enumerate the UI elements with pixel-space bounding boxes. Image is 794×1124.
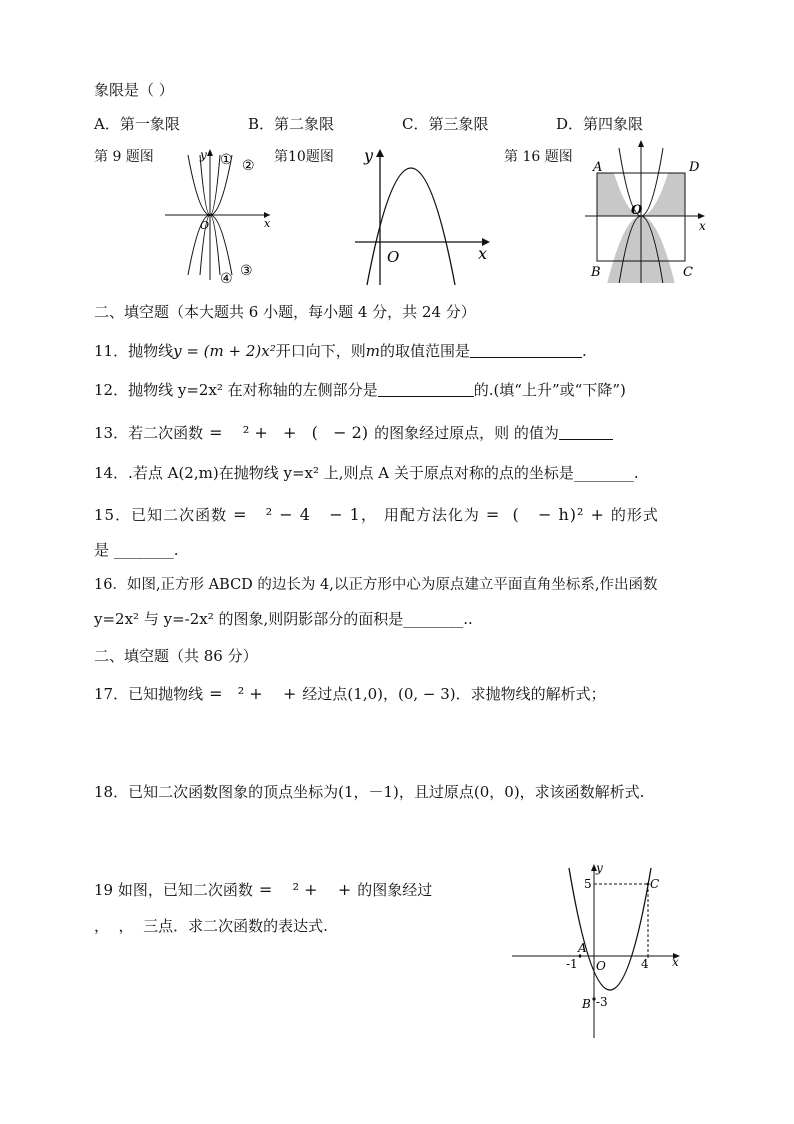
- q15-formula: = ² − 4 − 1，: [233, 505, 378, 524]
- caption-fig10: 第10题图: [274, 149, 334, 165]
- fig16-label-x: x: [699, 219, 706, 233]
- section-3-title: 二、填空题（共 86 分）: [94, 647, 258, 665]
- question-11: [94, 341, 587, 361]
- q17-formula: = ² + +: [209, 684, 297, 703]
- q13-prefix: 13．若二次函数: [94, 424, 204, 442]
- q11-formula: y = (m + 2)x²: [173, 342, 276, 360]
- fig19-point-a: [579, 955, 582, 958]
- fig19-tick-label-neg1: -1: [566, 957, 578, 971]
- q15-mid: 用配方法化为: [383, 506, 480, 524]
- fig9-circle-2-label: ②: [242, 158, 255, 174]
- q19-suffix: 的图象经过: [357, 881, 433, 899]
- q13-answer-blank[interactable]: [559, 425, 613, 440]
- fig19-tick-label-4: 4: [641, 957, 649, 971]
- q11-end: .: [582, 342, 587, 360]
- question-14: 14．.若点 A(2,m)在抛物线 y=x² 上,则点 A 关于原点对称的点的坐标是________.: [94, 464, 639, 482]
- fig9-y-arrow: [207, 149, 213, 156]
- q19-formula: = ² + +: [258, 880, 352, 899]
- q11-suffix: 的取值范围是: [379, 342, 470, 360]
- fig19-y-label: y: [596, 862, 603, 875]
- fig10-y-label: y: [364, 146, 374, 165]
- fig9-circle-1-label: ①: [220, 152, 233, 168]
- option-b: B．第二象限: [248, 115, 335, 133]
- q13-suffix: 的图象经过原点，则 的值为: [374, 424, 559, 442]
- q15-prefix: 15．已知二次函数: [94, 506, 228, 524]
- q11-answer-blank[interactable]: [470, 343, 582, 358]
- fig16-label-d: D: [689, 160, 700, 175]
- fig9-circle-3-label: ③: [240, 263, 253, 279]
- question-13: [94, 423, 613, 443]
- question-17: [94, 684, 606, 704]
- question-16-line2: y=2x² 与 y=-2x² 的图象,则阴影部分的面积是________..: [94, 610, 473, 628]
- fig16-label-a: A: [593, 160, 603, 175]
- fig9-x-label: x: [264, 217, 271, 230]
- question-18: 18．已知二次函数图象的顶点坐标为(1，－1)，且过原点(0，0)，求该函数解析式.: [94, 783, 645, 801]
- figure-10: [350, 145, 500, 290]
- q12-suffix: 的.(填“上升”或“下降”): [473, 381, 626, 399]
- fig19-label-c: C: [650, 877, 660, 891]
- question-10-tail: 象限是（ ）: [94, 81, 174, 99]
- option-a: A．第一象限: [94, 115, 180, 133]
- fig16-y-arrow: [638, 140, 644, 147]
- fig10-x-label: x: [478, 244, 488, 263]
- q15-formula2: = ( − h)² +: [485, 505, 605, 524]
- caption-fig9: 第 9 题图: [94, 149, 154, 165]
- q19-prefix: 19 如图，已知二次函数: [94, 881, 253, 899]
- fig10-origin-label: O: [387, 248, 400, 266]
- fig19-tick-label-neg3: -3: [596, 995, 608, 1009]
- q17-suffix: 经过点(1,0)，(0, − 3)．求抛物线的解析式；: [302, 685, 606, 703]
- q15-suffix: 的形式: [610, 506, 659, 524]
- fig19-tick-label-5: 5: [584, 877, 592, 891]
- fig19-x-label: x: [672, 955, 679, 969]
- section-2-title: 二、填空题（本大题共 6 小题，每小题 4 分，共 24 分）: [94, 303, 476, 321]
- fig19-point-c: [647, 883, 650, 886]
- fig16-label-c: C: [683, 265, 693, 280]
- figure-16: [585, 138, 715, 283]
- caption-fig16: 第 16 题图: [504, 149, 573, 165]
- fig19-label-b: B: [582, 997, 591, 1011]
- q13-formula: = ² + + ( − 2): [209, 423, 369, 442]
- fig16-label-o: O: [631, 203, 643, 218]
- q11-mid: 开口向下，则: [275, 342, 366, 360]
- question-15: [94, 505, 659, 525]
- fig19-parabola: [569, 868, 651, 990]
- q17-prefix: 17．已知抛物线: [94, 685, 204, 703]
- option-c: C．第三象限: [402, 115, 489, 133]
- fig19-origin-label: O: [596, 959, 606, 973]
- q12-answer-blank[interactable]: [378, 382, 474, 397]
- q11-prefix: 11．抛物线: [94, 342, 174, 360]
- fig19-label-a: A: [578, 941, 587, 955]
- figure-9: [160, 145, 280, 285]
- fig10-y-arrow: [376, 149, 384, 157]
- figure-19: [508, 862, 688, 1042]
- q11-var: m: [365, 342, 380, 360]
- q12-prefix: 12．抛物线 y=2x² 在对称轴的左侧部分是: [94, 381, 378, 399]
- question-19: [94, 880, 432, 900]
- question-19-line2: ， ， 三点．求二次函数的表达式.: [94, 917, 328, 935]
- question-15-line2: 是 ________.: [94, 541, 179, 559]
- fig9-circle-4-label: ④: [220, 271, 233, 285]
- fig9-y-label: y: [200, 148, 207, 162]
- option-d: D．第四象限: [556, 115, 644, 133]
- question-16-line1: 16．如图,正方形 ABCD 的边长为 4,以正方形中心为原点建立平面直角坐标系,作出函数: [94, 577, 658, 593]
- question-12: [94, 380, 626, 400]
- fig16-label-b: B: [591, 265, 601, 280]
- fig9-origin-label: O: [200, 219, 210, 232]
